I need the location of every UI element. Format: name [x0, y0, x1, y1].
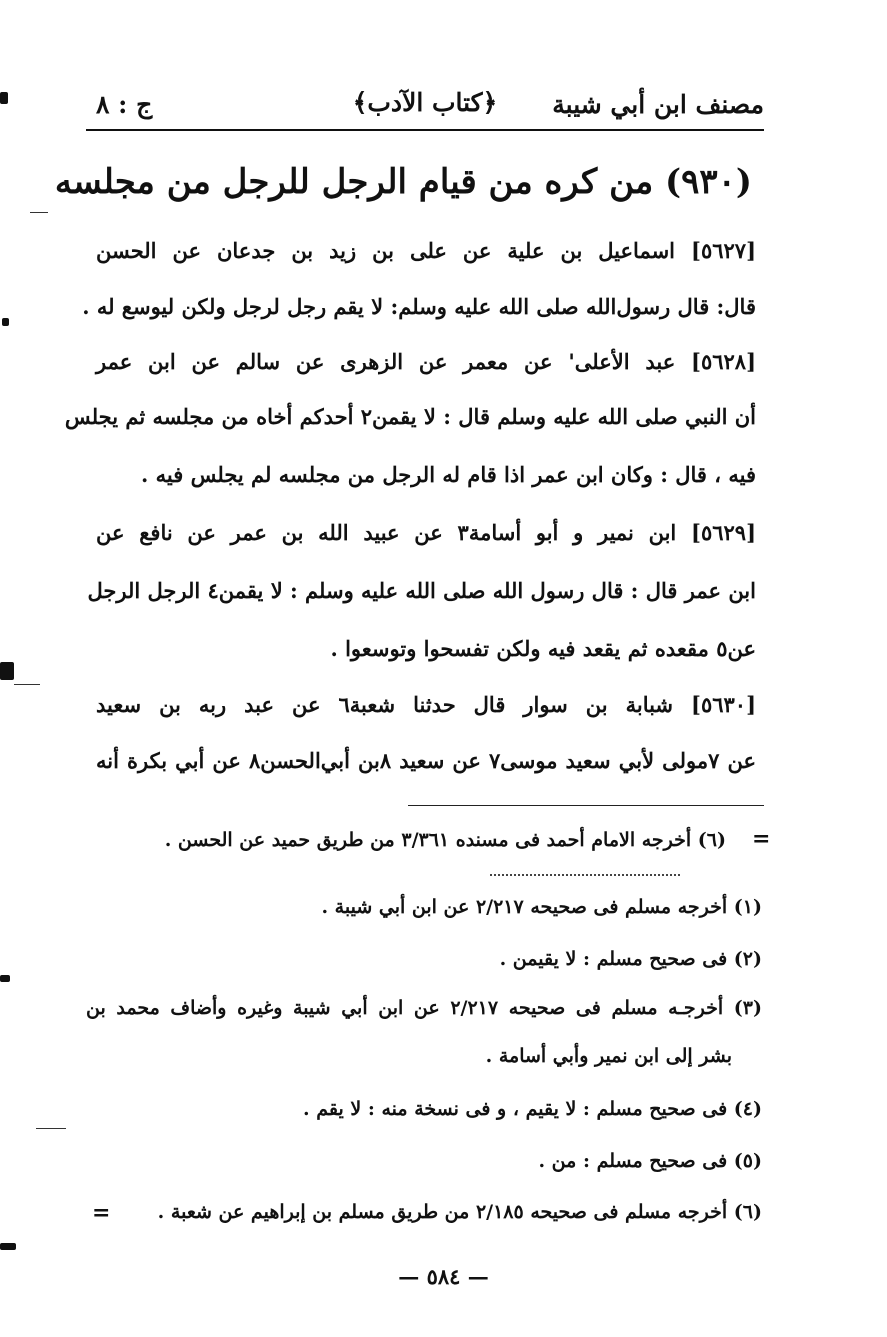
chapter-title: (٩٣٠) من كره من قيام الرجل للرجل من مجلسه — [54, 162, 752, 202]
section-title: ﴿كتاب الآدب﴾ — [352, 88, 498, 117]
body-line: عن٥ مقعده ثم يقعد فيه ولكن تفسحوا وتوسعوا . — [330, 636, 756, 661]
carryover-footnote: (٦) أخرجه الامام أحمد فى مسنده ٣/٣٦١ من طريق حميد عن الحسن . — [164, 829, 726, 851]
continuation-mark: = — [92, 1200, 111, 1226]
header-rule — [86, 129, 764, 131]
scan-mark — [30, 212, 48, 213]
scan-mark — [0, 1243, 16, 1250]
footnote: (٦) أخرجه مسلم فى صحيحه ٢/١٨٥ من طريق مسلم بن إبراهيم عن شعبة . — [157, 1201, 762, 1223]
body-line: ابن عمر قال : قال رسول الله صلى الله عليه وسلم : لا يقمن٤ الرجل الرجل — [87, 578, 756, 603]
page-number: — ٥٨٤ — — [398, 1264, 489, 1289]
body-line: أن النبي صلى الله عليه وسلم قال : لا يقمن٢ أحدكم أخاه من مجلسه ثم يجلس — [64, 404, 756, 429]
footnote: (١) أخرجه مسلم فى صحيحه ٢/٢١٧ عن ابن أبي شيبة . — [321, 896, 762, 918]
footnote: (٣) أخرجـه مسلم فى صحيحه ٢/٢١٧ عن ابن أبي شيبة وغيره وأضاف محمد بن — [86, 997, 762, 1019]
continuation-mark: = — [752, 826, 771, 852]
body-line: [٥٦٢٨] عبد الأعلى' عن معمر عن الزهرى عن سالم عن ابن عمر — [96, 349, 756, 374]
footnote-divider — [408, 805, 764, 806]
scan-mark — [36, 1128, 66, 1129]
scan-mark — [0, 92, 8, 104]
volume-number: ج : ٨ — [96, 90, 153, 119]
scan-mark — [2, 318, 9, 326]
scan-mark — [14, 684, 40, 685]
body-line: [٥٦٣٠] شبابة بن سوار قال حدثنا شعبة٦ عن عبد ربه بن سعيد — [96, 692, 757, 717]
footnote: (٢) فى صحيح مسلم : لا يقيمن . — [499, 948, 762, 970]
book-title: مصنف ابن أبي شيبة — [552, 90, 764, 119]
footnote: (٤) فى صحيح مسلم : لا يقيم ، و فى نسخة منه : لا يقم . — [303, 1098, 762, 1120]
footnote-continued: بشر إلى ابن نمير وأبي أسامة . — [485, 1045, 732, 1067]
scan-mark — [0, 662, 14, 680]
running-header — [86, 84, 764, 128]
body-line: [٥٦٢٩] ابن نمير و أبو أسامة٣ عن عبيد الله بن عمر عن نافع عن — [96, 520, 756, 545]
body-line: عن ٧مولى لأبي سعيد موسى٧ عن سعيد ٨بن أبي‌الحسن٨ عن أبي بكرة أنه — [96, 748, 756, 773]
footnote: (٥) فى صحيح مسلم : من . — [538, 1150, 762, 1172]
footnote-separator — [490, 870, 680, 876]
body-line: فيه ، قال : وكان ابن عمر اذا قام له الرجل من مجلسه لم يجلس فيه . — [141, 462, 756, 487]
scan-mark — [0, 975, 10, 982]
body-line: قال: قال رسول‌الله صلى الله عليه وسلم: لا يقم رجل لرجل ولكن ليوسع له . — [82, 294, 756, 319]
body-line: [٥٦٢٧] اسماعيل بن علية عن على بن زيد بن جدعان عن الحسن — [96, 238, 756, 263]
